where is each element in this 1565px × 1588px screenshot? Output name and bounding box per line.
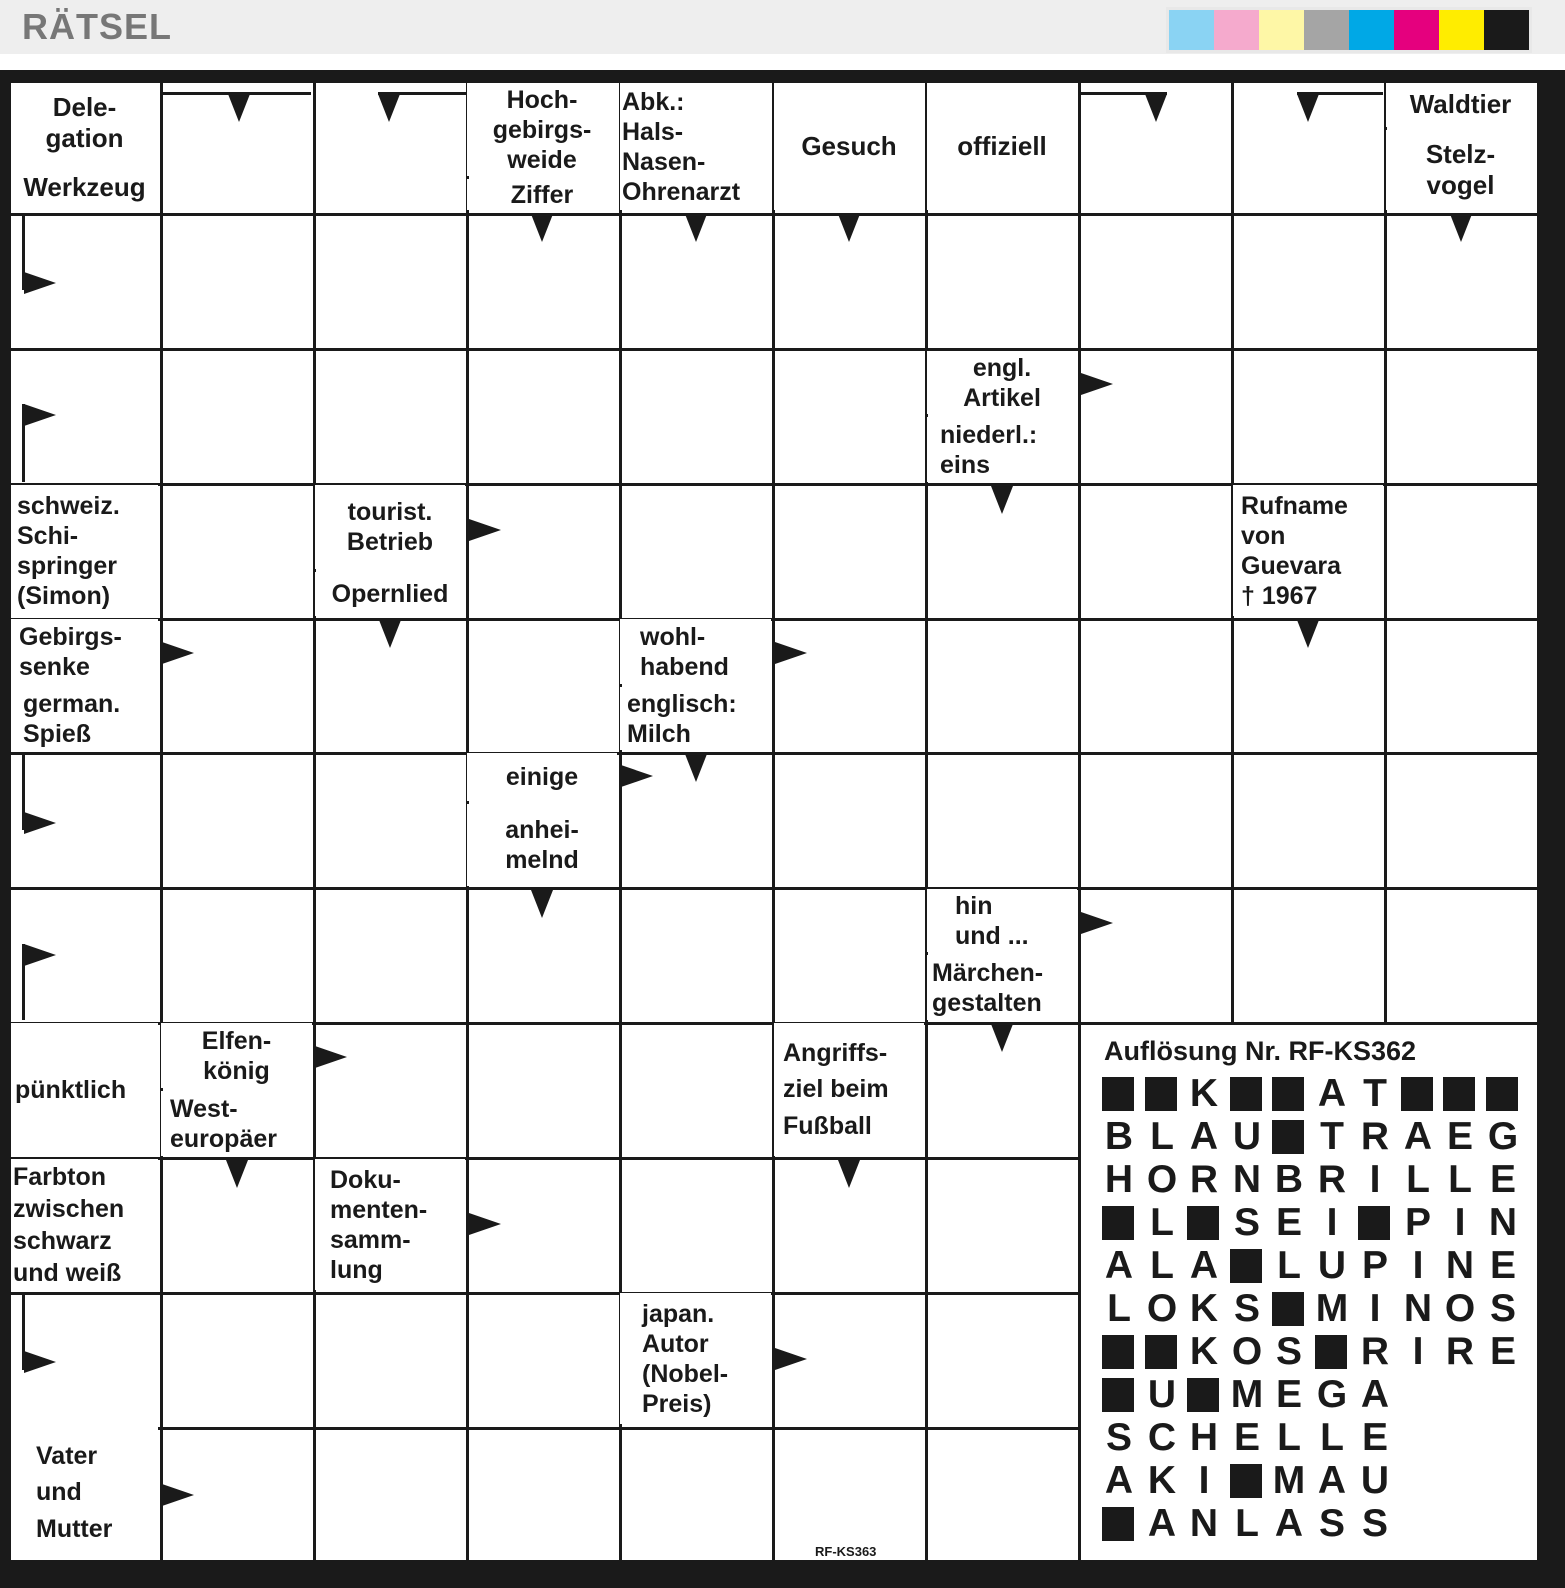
solution-letter: I: [1326, 1201, 1338, 1244]
solution-block: [1443, 1077, 1475, 1111]
solution-letter: O: [1231, 1330, 1263, 1373]
page-title: RÄTSEL: [22, 6, 172, 47]
arrow-down-icon: [685, 214, 707, 242]
solution-letter: I: [1412, 1244, 1424, 1287]
color-swatch: [1484, 10, 1529, 50]
arrow-down-icon: [1297, 94, 1319, 122]
solution-row: [1102, 1074, 1532, 1114]
solution-letter: I: [1454, 1201, 1466, 1244]
solution-block: [1486, 1077, 1518, 1111]
arrow-down-icon: [228, 94, 250, 122]
solution-block: [1230, 1077, 1262, 1111]
solution-letter: G: [1316, 1373, 1348, 1416]
solution-letter: U: [1360, 1459, 1390, 1502]
clue-einige: einige: [467, 753, 617, 801]
solution-letter: N: [1232, 1158, 1262, 1201]
arrow-right-icon: [162, 1484, 194, 1506]
solution-row: [1102, 1289, 1532, 1329]
arrow-down-icon: [685, 754, 707, 782]
arrow-down-icon: [378, 94, 400, 122]
arrow-right-icon: [1081, 912, 1113, 934]
arrow-right-icon: [1081, 373, 1113, 395]
puzzle-code: RF-KS363: [815, 1544, 877, 1559]
solution-row: [1102, 1160, 1532, 1200]
solution-row: [1102, 1375, 1532, 1415]
grid-cell[interactable]: [775, 1430, 925, 1560]
solution-letter: A: [1104, 1459, 1134, 1502]
grid-cell[interactable]: [1234, 755, 1384, 887]
grid-cell[interactable]: [1081, 890, 1231, 1022]
clue-guevara: Rufname von Guevara † 1967: [1233, 485, 1383, 616]
solution-letter: S: [1233, 1287, 1260, 1330]
solution-block: [1102, 1378, 1134, 1412]
solution-letter: T: [1320, 1115, 1344, 1158]
clue-maerchengestalten: Märchen- gestalten: [927, 955, 1077, 1020]
grid-cell[interactable]: [622, 1025, 772, 1157]
solution-letter: R: [1360, 1115, 1390, 1158]
solution-letter: A: [1189, 1115, 1219, 1158]
solution-letter: U: [1147, 1373, 1177, 1416]
solution-letter: L: [1107, 1287, 1131, 1330]
arrow-down-icon: [991, 1024, 1013, 1052]
solution-letter: I: [1369, 1158, 1381, 1201]
solution-letter: K: [1147, 1459, 1177, 1502]
solution-letter: M: [1272, 1459, 1306, 1502]
solution-row: [1102, 1418, 1532, 1458]
solution-letter: E: [1489, 1244, 1516, 1287]
solution-letter: P: [1404, 1201, 1431, 1244]
grid-cell[interactable]: [316, 351, 466, 483]
grid-cell[interactable]: [775, 755, 925, 887]
solution-letter: O: [1146, 1287, 1178, 1330]
solution-block: [1187, 1206, 1219, 1240]
clue-opernlied: Opernlied: [315, 572, 465, 616]
arrow-right-icon: [315, 1046, 347, 1068]
clue-gesuch: Gesuch: [774, 83, 924, 210]
grid-cell[interactable]: [163, 1295, 313, 1427]
clue-farbton: Farbton zwischen schwarz und weiß: [11, 1159, 158, 1290]
clue-niederl-eins: niederl.: eins: [927, 417, 1077, 482]
solution-letter: B: [1104, 1115, 1134, 1158]
solution-letter: B: [1274, 1158, 1304, 1201]
solution-letter: A: [1317, 1459, 1347, 1502]
grid-cell[interactable]: [316, 1430, 466, 1560]
solution-letter: L: [1150, 1244, 1174, 1287]
arrow-right-icon: [24, 272, 56, 294]
solution-letter: S: [1318, 1502, 1345, 1545]
grid-cell[interactable]: [316, 1025, 466, 1157]
color-swatch: [1214, 10, 1259, 50]
grid-cell[interactable]: [775, 621, 925, 752]
solution-block: [1102, 1077, 1134, 1111]
solution-letter: O: [1146, 1158, 1178, 1201]
solution-letter: L: [1448, 1158, 1472, 1201]
solution-block: [1145, 1335, 1177, 1369]
solution-block: [1401, 1077, 1433, 1111]
clue-angriffsziel: Angriffs- ziel beim Fußball: [774, 1023, 924, 1156]
solution-letter: K: [1189, 1330, 1219, 1373]
clue-engl-artikel: engl. Artikel: [927, 351, 1077, 414]
solution-block: [1315, 1335, 1347, 1369]
clue-werkzeug: Werkzeug: [11, 166, 158, 210]
arrow-down-icon: [1450, 214, 1472, 242]
grid-cell[interactable]: [163, 216, 313, 348]
grid-cell[interactable]: [1387, 351, 1537, 483]
arrow-down-icon: [1145, 94, 1167, 122]
arrow-down-icon: [991, 486, 1013, 514]
solution-row: [1102, 1117, 1532, 1157]
clue-englisch-milch: englisch: Milch: [620, 687, 771, 750]
clue-german-spiess: german. Spieß: [11, 687, 158, 750]
solution-letter: K: [1189, 1287, 1219, 1330]
grid-cell[interactable]: [163, 351, 313, 483]
solution-letter: S: [1233, 1201, 1260, 1244]
grid-cell[interactable]: [1081, 351, 1231, 483]
arrow-right-icon: [162, 642, 194, 664]
solution-letter: O: [1444, 1287, 1476, 1330]
clue-schi-springer: schweiz. Schi- springer (Simon): [11, 485, 158, 616]
grid-cell[interactable]: [316, 1295, 466, 1427]
arrow-down-icon: [531, 214, 553, 242]
solution-letter: R: [1445, 1330, 1475, 1373]
solution-letter: N: [1488, 1201, 1518, 1244]
solution-letter: L: [1406, 1158, 1430, 1201]
solution-row: [1102, 1203, 1532, 1243]
solution-letter: G: [1487, 1115, 1519, 1158]
color-swatch: [1304, 10, 1349, 50]
solution-letter: R: [1317, 1158, 1347, 1201]
solution-row: [1102, 1332, 1532, 1372]
solution-letter: E: [1233, 1416, 1260, 1459]
solution-letter: I: [1369, 1287, 1381, 1330]
solution-letter: L: [1235, 1502, 1259, 1545]
solution-letter: E: [1446, 1115, 1473, 1158]
grid-cell[interactable]: [1081, 216, 1231, 348]
solution-letter: R: [1360, 1330, 1390, 1373]
solution-letter: P: [1361, 1244, 1388, 1287]
clue-delegation: Dele- gation: [11, 83, 158, 163]
arrow-right-icon: [24, 944, 56, 966]
arrow-down-icon: [838, 1160, 860, 1188]
solution-block: [1230, 1464, 1262, 1498]
solution-letter: U: [1232, 1115, 1262, 1158]
page-header: [0, 0, 1565, 54]
solution-letter: I: [1198, 1459, 1210, 1502]
clue-anheimelnd: anhei- melnd: [467, 804, 617, 886]
grid-cell[interactable]: [163, 621, 313, 752]
solution-block: [1272, 1077, 1304, 1111]
grid-cell[interactable]: [469, 351, 619, 483]
grid-cell[interactable]: [316, 755, 466, 887]
grid-cell[interactable]: [1081, 486, 1231, 618]
solution-letter: E: [1275, 1373, 1302, 1416]
clue-hin-und: hin und ...: [927, 889, 1077, 952]
clue-hno: Abk.: Hals- Nasen- Ohrenarzt: [620, 83, 771, 210]
clue-puenktlich: pünktlich: [11, 1023, 158, 1156]
clue-tourist-betrieb: tourist. Betrieb: [315, 485, 465, 569]
grid-cell[interactable]: [469, 486, 619, 618]
grid-cell[interactable]: [1081, 755, 1231, 887]
solution-title: Auflösung Nr. RF-KS362: [1104, 1036, 1417, 1066]
clue-japan-autor: japan. Autor (Nobel- Preis): [620, 1293, 771, 1424]
solution-row: [1102, 1504, 1532, 1544]
solution-block: [1187, 1378, 1219, 1412]
solution-block: [1272, 1292, 1304, 1326]
solution-letter: L: [1150, 1201, 1174, 1244]
arrow-down-icon: [531, 890, 553, 918]
grid-cell[interactable]: [469, 621, 619, 752]
clue-gebirgssenke: Gebirgs- senke: [11, 619, 158, 684]
grid-cell[interactable]: [1234, 216, 1384, 348]
solution-block: [1145, 1077, 1177, 1111]
arrow-down-icon: [838, 214, 860, 242]
solution-letter: A: [1317, 1072, 1347, 1115]
arrow-right-icon: [621, 765, 653, 787]
solution-letter: H: [1189, 1416, 1219, 1459]
solution-letter: E: [1489, 1330, 1516, 1373]
grid-cell[interactable]: [469, 1295, 619, 1427]
arrow-right-icon: [775, 642, 807, 664]
arrow-right-icon: [775, 1348, 807, 1370]
solution-letter: C: [1147, 1416, 1177, 1459]
arrow-right-icon: [469, 1213, 501, 1235]
color-swatch: [1349, 10, 1394, 50]
solution-letter: S: [1489, 1287, 1516, 1330]
grid-cell[interactable]: [469, 1430, 619, 1560]
solution-letter: A: [1274, 1502, 1304, 1545]
solution-letter: N: [1403, 1287, 1433, 1330]
solution-letter: E: [1361, 1416, 1388, 1459]
solution-block: [1102, 1335, 1134, 1369]
solution-letter: L: [1277, 1244, 1301, 1287]
solution-row: [1102, 1246, 1532, 1286]
solution-letter: R: [1189, 1158, 1219, 1201]
clue-elfenkoenig: Elfen- könig: [161, 1023, 312, 1088]
grid-cell[interactable]: [928, 1160, 1078, 1292]
grid-cell[interactable]: [1234, 890, 1384, 1022]
solution-letter: M: [1315, 1287, 1349, 1330]
grid-cell[interactable]: [622, 486, 772, 618]
solution-letter: H: [1104, 1158, 1134, 1201]
solution-letter: A: [1360, 1373, 1390, 1416]
color-swatch: [1394, 10, 1439, 50]
clue-wohlhabend: wohl- habend: [620, 619, 771, 684]
solution-block: [1358, 1206, 1390, 1240]
grid-cell[interactable]: [1387, 890, 1537, 1022]
solution-letter: I: [1412, 1330, 1424, 1373]
grid-cell[interactable]: [163, 890, 313, 1022]
solution-letter: U: [1317, 1244, 1347, 1287]
solution-letter: S: [1361, 1502, 1388, 1545]
arrow-right-icon: [24, 1351, 56, 1373]
grid-cell[interactable]: [775, 486, 925, 618]
color-calibration-bar: [1166, 7, 1532, 53]
solution-letter: L: [1277, 1416, 1301, 1459]
arrow-down-icon: [226, 1160, 248, 1188]
solution-panel: [1092, 1036, 1532, 1552]
solution-letter: A: [1189, 1244, 1219, 1287]
grid-cell[interactable]: [928, 216, 1078, 348]
grid-cell[interactable]: [775, 890, 925, 1022]
solution-letter: S: [1105, 1416, 1132, 1459]
grid-cell[interactable]: [469, 1025, 619, 1157]
solution-letter: K: [1189, 1072, 1219, 1115]
solution-letter: E: [1489, 1158, 1516, 1201]
arrow-right-icon: [469, 519, 501, 541]
clue-westeuropaeer: West- europäer: [161, 1091, 312, 1156]
clue-vater-und-mutter: Vater und Mutter: [11, 1427, 158, 1558]
grid-cell[interactable]: [316, 890, 466, 1022]
solution-block: [1102, 1206, 1134, 1240]
grid-cell[interactable]: [1387, 621, 1537, 752]
clue-waldtier: Waldtier: [1386, 83, 1535, 127]
grid-cell[interactable]: [622, 890, 772, 1022]
clue-stelzvogel: Stelz- vogel: [1386, 130, 1535, 210]
grid-cell[interactable]: [775, 351, 925, 483]
solution-letter: A: [1403, 1115, 1433, 1158]
solution-letter: L: [1150, 1115, 1174, 1158]
solution-letter: T: [1363, 1072, 1387, 1115]
grid-cell[interactable]: [1387, 755, 1537, 887]
grid-cell[interactable]: [163, 486, 313, 618]
grid-cell[interactable]: [622, 351, 772, 483]
grid-cell[interactable]: [928, 621, 1078, 752]
solution-letter: A: [1104, 1244, 1134, 1287]
solution-block: [1230, 1249, 1262, 1283]
grid-cell[interactable]: [316, 216, 466, 348]
solution-letter: N: [1189, 1502, 1219, 1545]
grid-cell[interactable]: [928, 1430, 1078, 1560]
clue-ziffer: Ziffer: [467, 179, 617, 210]
solution-row: [1102, 1461, 1532, 1501]
grid-cell[interactable]: [622, 1430, 772, 1560]
grid-cell[interactable]: [928, 1295, 1078, 1427]
solution-letter: E: [1275, 1201, 1302, 1244]
arrow-right-icon: [24, 812, 56, 834]
solution-letter: A: [1147, 1502, 1177, 1545]
grid-cell[interactable]: [163, 755, 313, 887]
grid-cell[interactable]: [1234, 351, 1384, 483]
solution-letter: M: [1230, 1373, 1264, 1416]
color-swatch: [1439, 10, 1484, 50]
arrow-right-icon: [24, 404, 56, 426]
clue-hochgebirgsweide: Hoch- gebirgs- weide: [467, 83, 617, 176]
arrow-down-icon: [379, 620, 401, 648]
solution-letter: L: [1320, 1416, 1344, 1459]
grid-cell[interactable]: [1387, 486, 1537, 618]
clue-dokumentensammlung: Doku- menten- samm- lung: [315, 1159, 465, 1290]
color-swatch: [1259, 10, 1304, 50]
clue-offiziell: offiziell: [927, 83, 1077, 210]
grid-cell[interactable]: [622, 1160, 772, 1292]
solution-letter: S: [1275, 1330, 1302, 1373]
grid-cell[interactable]: [1081, 621, 1231, 752]
solution-block: [1102, 1507, 1134, 1541]
color-swatch: [1169, 10, 1214, 50]
grid-cell[interactable]: [928, 755, 1078, 887]
solution-block: [1272, 1120, 1304, 1154]
arrow-down-icon: [1297, 620, 1319, 648]
solution-letter: N: [1445, 1244, 1475, 1287]
